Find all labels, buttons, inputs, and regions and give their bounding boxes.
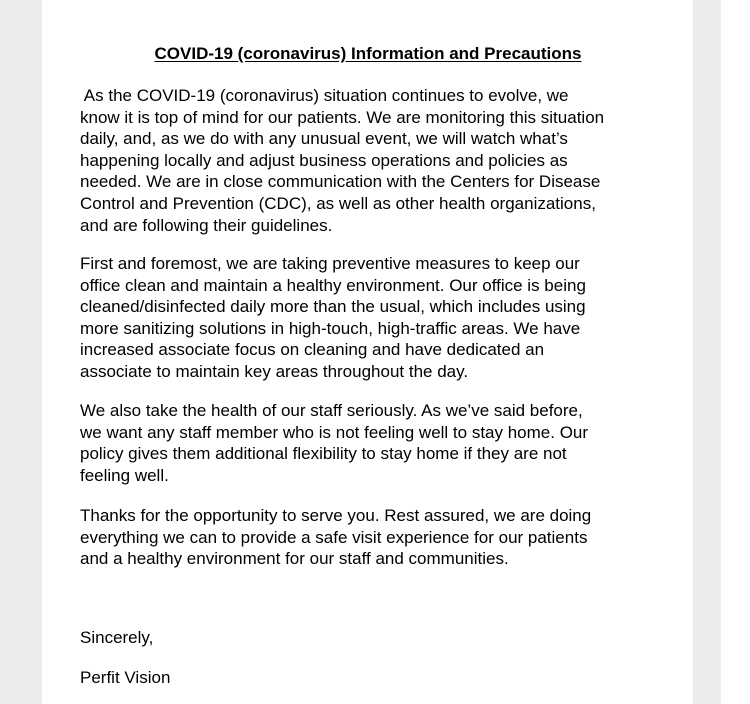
text-line: feeling well. (80, 465, 169, 485)
text-line: Control and Prevention (CDC), as well as other health organizations, (80, 193, 596, 213)
text-line: As the COVID-19 (coronavirus) situation continues to evolve, we (80, 86, 569, 105)
text-line: happening locally and adjust business operations and policies as (80, 150, 568, 170)
closing-salutation: Sincerely, (80, 628, 154, 647)
text-line: associate to maintain key areas throughout the day. (80, 361, 469, 381)
text-line: cleaned/disinfected daily more than the usual, which includes using (80, 297, 586, 317)
text-line: policy gives them additional flexibility to stay home if they are not (80, 444, 567, 464)
text-line: everything we can to provide a safe visit experience for our patients (80, 527, 588, 547)
paragraph-situation-update (80, 85, 670, 236)
paragraph-preventive-measures (80, 253, 670, 383)
text-line: we want any staff member who is not feeling well to stay home. Our (80, 422, 589, 442)
text-line: Thanks for the opportunity to serve you. Rest assured, we are doing (80, 506, 592, 525)
paragraph-thanks (80, 505, 670, 570)
text-line: needed. We are in close communication with the Centers for Disease (80, 172, 601, 192)
text-line: more sanitizing solutions in high-touch, high-traffic areas. We have (80, 318, 581, 338)
text-line: increased associate focus on cleaning and have dedicated an (80, 340, 545, 360)
text-line: office clean and maintain a healthy environment. Our office is being (80, 275, 586, 295)
text-line: and a healthy environment for our staff and communities. (80, 549, 509, 569)
text-line: daily, and, as we do with any unusual event, we will watch what’s (80, 129, 568, 149)
text-line: and are following their guidelines. (80, 215, 333, 235)
text-line: We also take the health of our staff seriously. As we’ve said before, (80, 401, 583, 420)
adjacent-page-edge (721, 0, 750, 704)
text-line: know it is top of mind for our patients. We are monitoring this situation (80, 107, 605, 127)
signature-name: Perfit Vision (80, 668, 171, 687)
text-line: First and foremost, we are taking preventive measures to keep our (80, 254, 580, 273)
document-page (42, 0, 693, 704)
paragraph-staff-health (80, 400, 670, 486)
letter-title: COVID-19 (coronavirus) Information and Precautions (154, 44, 582, 63)
